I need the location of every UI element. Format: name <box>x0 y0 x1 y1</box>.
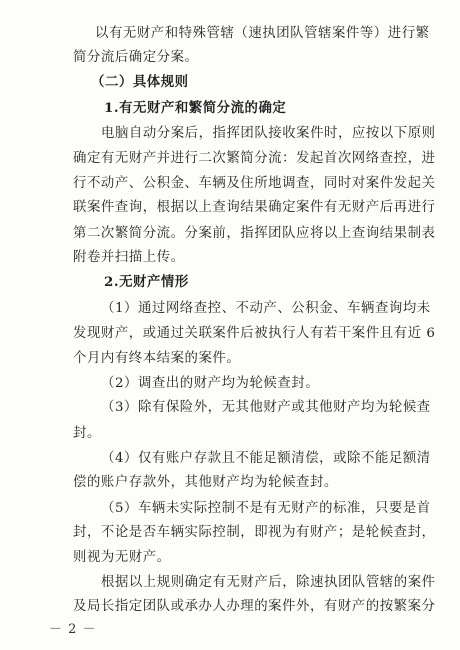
paragraph-line: （5）车辆未实际控制不是有无财产的标准，只要是首 <box>101 501 431 516</box>
paragraph-line: 以有无财产和特殊管辖（速执团队管辖案件等）进行繁 <box>95 26 430 41</box>
paragraph-line: 附卷并扫描上传。 <box>73 250 185 265</box>
paragraph-line: （4）仅有账户存款且不能足额清偿，或除不能足额清 <box>101 451 431 466</box>
paragraph-line: （2）调查出的财产均为轮候查封。 <box>101 376 320 391</box>
paragraph-line: 发现财产，或通过关联案件后被执行人有若干案件且有近 6 <box>73 326 436 341</box>
paragraph-line: 则视为无财产。 <box>73 550 171 565</box>
paragraph-line: （3）除有保险外，无其他财产或其他财产均为轮候查 <box>101 400 431 415</box>
paragraph-line: 确定有无财产并进行二次繁简分流：发起首次网络查控，进 <box>73 151 436 166</box>
paragraph-line: 第二次繁简分流。分案前，指挥团队应将以上查询结果制表 <box>73 226 436 241</box>
paragraph-line: 偿的账户存款外，其他财产均为轮候查封。 <box>73 475 338 490</box>
paragraph-line: 电脑自动分案后，指挥团队接收案件时，应按以下原则 <box>101 126 436 141</box>
paragraph-line: 联案件查询，根据以上查询结果确定案件有无财产后再进行 <box>73 200 436 215</box>
paragraph-line: 封。 <box>73 426 101 441</box>
paragraph-line: 行不动产、公积金、车辆及住所地调查，同时对案件发起关 <box>73 176 436 191</box>
paragraph-line: 个月内有终本结案的案件。 <box>73 351 241 366</box>
page-number: － 2 － <box>49 622 97 637</box>
paragraph-line: 及局长指定团队或承办人办理的案件外，有财产的按繁案分 <box>73 599 436 614</box>
subsection-heading: 2.无财产情形 <box>104 274 189 290</box>
paragraph-line: 根据以上规则确定有无财产后，除速执团队管辖的案件 <box>101 575 436 590</box>
subsection-heading: 1.有无财产和繁简分流的确定 <box>104 100 287 116</box>
paragraph-line: 封，不论是否车辆实际控制，即视为有财产；是轮候查封， <box>73 525 436 540</box>
paragraph-line: （1）通过网络查控、不动产、公积金、车辆查询均未 <box>101 301 431 316</box>
section-heading: （二）具体规则 <box>91 74 189 90</box>
paragraph-line: 简分流后确定分案。 <box>73 50 199 65</box>
